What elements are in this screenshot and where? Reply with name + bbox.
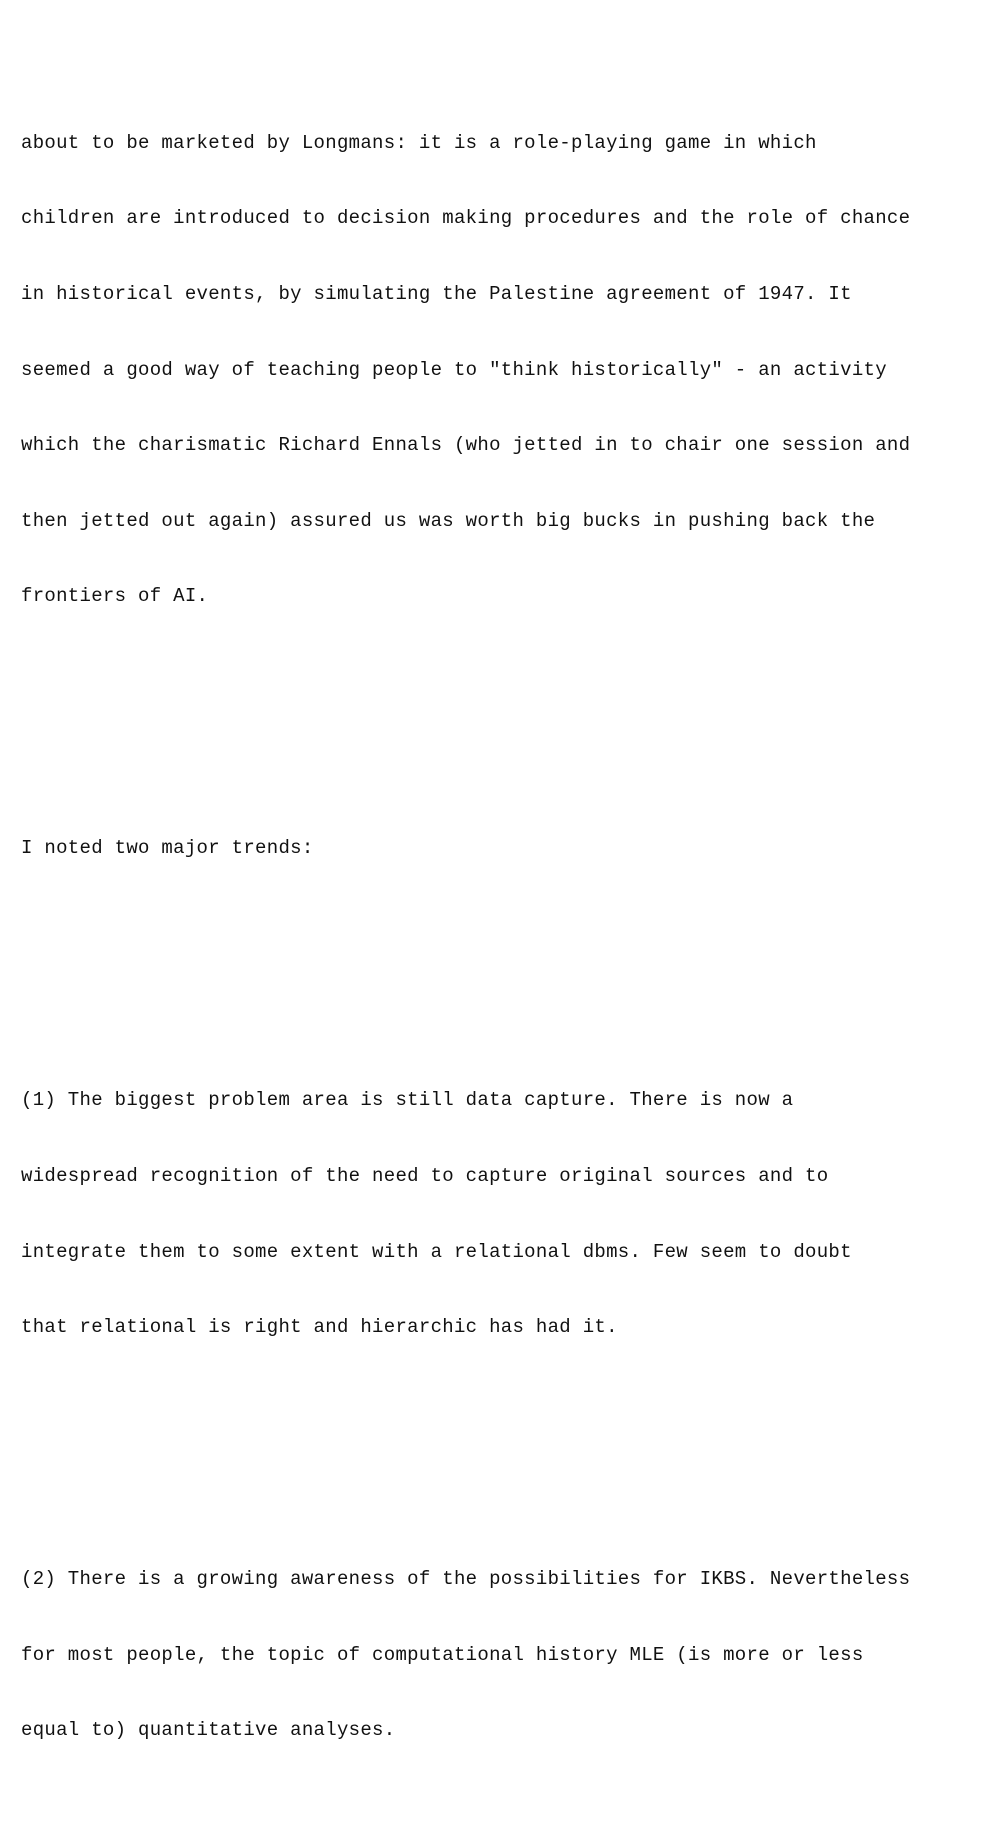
text-line: children are introduced to decision making procedures and the role of chance [21, 207, 911, 230]
text-line: (2) There is a growing awareness of the possibilities for IKBS. Nevertheless [21, 1568, 911, 1591]
text-line: equal to) quantitative analyses. [21, 1719, 396, 1742]
paragraph-spacer [21, 1441, 910, 1466]
paragraph-spacer [21, 710, 910, 735]
typewritten-text [21, 30, 910, 1844]
text-line: that relational is right and hierarchic has had it. [21, 1316, 618, 1339]
paragraph-trend-1 [21, 1038, 910, 1391]
text-line: widespread recognition of the need to capture original sources and to [21, 1164, 829, 1187]
text-line: then jetted out again) assured us was worth big bucks in pushing back the [21, 509, 876, 532]
text-line: integrate them to some extent with a relational dbms. Few seem to doubt [21, 1240, 852, 1263]
paragraph-longmans-game [21, 80, 910, 660]
text-line: about to be marketed by Longmans: it is a role-playing game in which [21, 131, 817, 154]
text-line: (1) The biggest problem area is still data capture. There is now a [21, 1089, 794, 1112]
paragraph-trends-intro [21, 786, 910, 912]
paragraph-spacer [21, 962, 910, 987]
text-line: frontiers of AI. [21, 585, 209, 608]
text-line: for most people, the topic of computational history MLE (is more or less [21, 1643, 864, 1666]
text-line: which the charismatic Richard Ennals (who jetted in to chair one session and [21, 434, 911, 457]
text-line: I noted two major trends: [21, 837, 314, 860]
text-line: seemed a good way of teaching people to "think historically" - an activity [21, 358, 887, 381]
text-line: in historical events, by simulating the Palestine agreement of 1947. It [21, 283, 852, 305]
paragraph-trend-2 [21, 1517, 910, 1794]
